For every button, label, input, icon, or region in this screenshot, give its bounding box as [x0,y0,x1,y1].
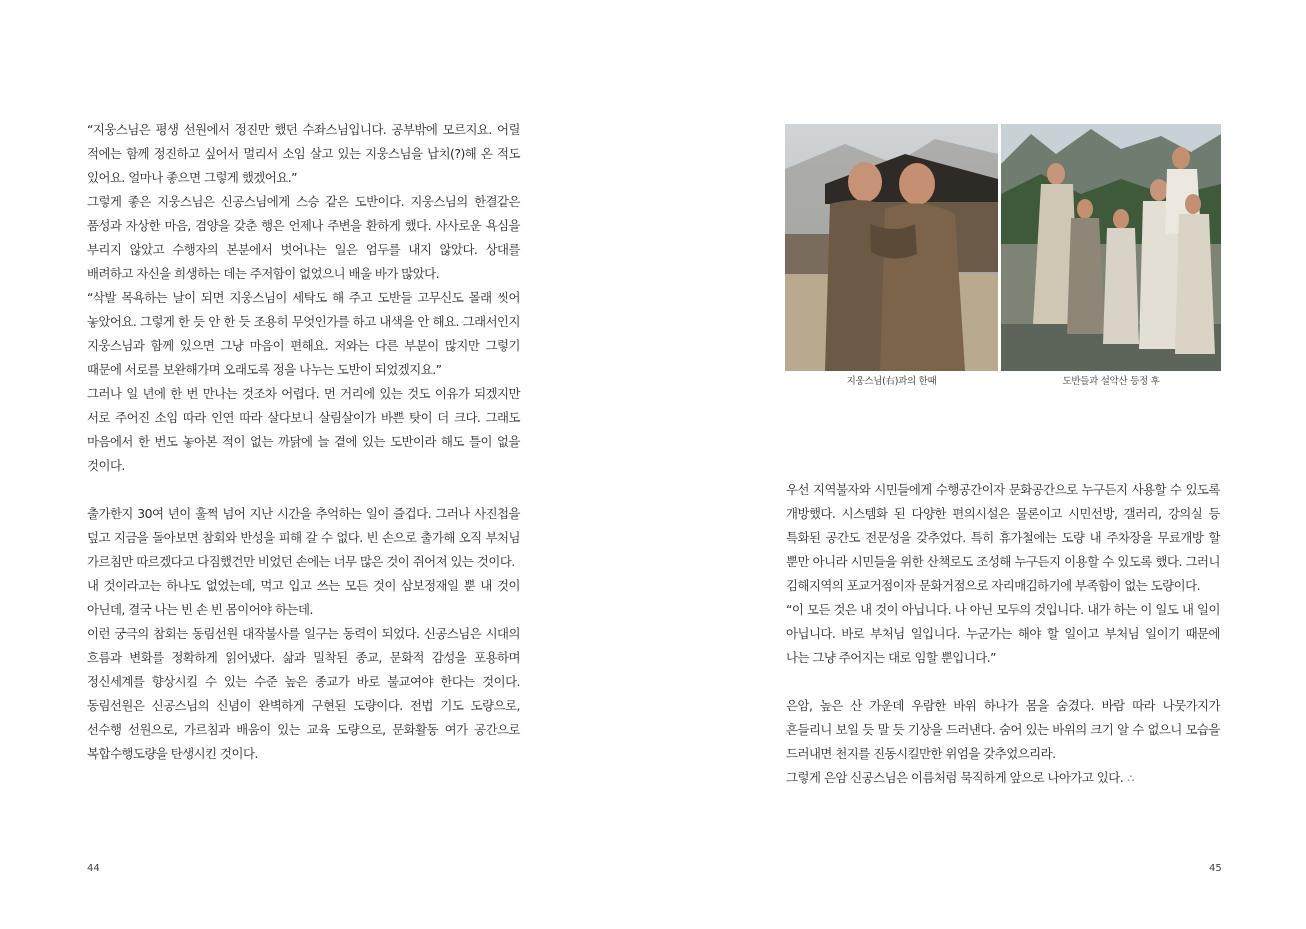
paragraph: “삭발 목욕하는 날이 되면 지웅스님이 세탁도 해 주고 도반들 고무신도 몰래 씻어 놓았어요. 그렇게 한 듯 안 한 듯 조용히 무엇인가를 하고 내색을 안 해요. 그래서인지 지웅스님과 함께 있으면 그냥 마음이 편해요. 저와는 다른 부분이 많지만 그렇기 때문에 서로를 보완해가며 오래도록 정을 나누는 도반이 되었겠지요.” [87,290,520,377]
right-text-block-1 [786,478,1220,670]
paragraph: “이 모든 것은 내 것이 아닙니다. 나 아닌 모두의 것입니다. 내가 하는 이 일도 내 일이 아닙니다. 바로 부처님 일입니다. 누군가는 해야 할 일이고 부처님 일이기 때문에 나는 그냥 주어지는 대로 임할 뿐입니다.” [786,602,1220,665]
right-page [653,0,1306,929]
photo-caption: 도반들과 설악산 등정 후 [1062,376,1160,387]
paragraph [786,766,1220,791]
paragraph: 내 것이라고는 하나도 없었는데, 먹고 입고 쓰는 모든 것이 삼보정재일 뿐 내 것이 아닌데, 결국 나는 빈 손 빈 몸이어야 하는데. [87,578,520,617]
paragraph: 이런 궁극의 참회는 동림선원 대작불사를 일구는 동력이 되었다. 신공스님은 시대의 흐름과 변화를 정확하게 읽어냈다. 삶과 밀착된 종교, 문화적 감성을 포용하며 정신세계를 향상시킬 수 있는 수준 높은 종교가 바로 불교여야 한다는 것이다. 동림선원은 신공스님의 신념이 완벽하게 구현된 도량이다. 전법 기도 도량으로, 선수행 선원으로, 가르침과 배움이 있는 교육 도량으로, 문화활동 여가 공간으로 복합수행도량을 탄생시킨 것이다. [87,626,520,761]
paragraph: 은암, 높은 산 가운데 우람한 바위 하나가 몸을 숨겼다. 바람 따라 나뭇가지가 흔들리니 보일 듯 말 듯 기상을 드러낸다. 숨어 있는 바위의 크기 알 수 없으니 모습을 드러내면 천지를 진동시킬만한 위엄을 갖추었으리라. [786,698,1220,761]
photo-caption: 지웅스님(右)과의 한때 [846,376,937,387]
paragraph-text: 그렇게 은암 신공스님은 이름처럼 묵직하게 앞으로 나아가고 있다. [786,770,1124,785]
page-number: 44 [87,863,100,874]
paragraph: 출가한지 30여 년이 훌쩍 넘어 지난 시간을 추억하는 일이 즐겁다. 그러나 사진첩을 덮고 지금을 돌아보면 참회와 반성을 피해 갈 수 없다. 빈 손으로 출가해 오직 부처님 가르침만 따르겠다고 다짐했건만 비었던 손에는 너무 많은 것이 쥐어져 있는 것이다. [87,506,520,569]
paragraph: 그러나 일 년에 한 번 만나는 것조차 어렵다. 먼 거리에 있는 것도 이유가 되겠지만 서로 주어진 소임 따라 인연 따라 살다보니 살림살이가 바쁜 탓이 더 크다. 그래도 마음에서 한 번도 놓아본 적이 없는 까닭에 늘 곁에 있는 도반이라 해도 틀이 없을 것이다. [87,386,520,473]
page-number: 45 [1209,863,1222,874]
left-text-block [87,118,520,766]
paragraph: “지웅스님은 평생 선원에서 정진만 했던 수좌스님입니다. 공부밖에 모르지요. 어릴 적에는 함께 정진하고 싶어서 멀리서 소임 살고 있는 지웅스님을 납치(?)해 온 적도 있어요. 얼마나 좋으면 그렇게 했겠어요.” [87,122,520,185]
paragraph: 그렇게 좋은 지웅스님은 신공스님에게 스승 같은 도반이다. 지웅스님의 한결같은 품성과 자상한 마음, 겸양을 갖춘 행은 언제나 주변을 환하게 했다. 사사로운 욕심을 부리지 않았고 수행자의 본분에서 벗어나는 일은 엄두를 내지 않았다. 상대를 배려하고 자신을 희생하는 데는 주저함이 없었으니 배울 바가 많았다. [87,194,520,281]
ornament-icon: ⛬ [1127,772,1134,784]
paragraph-gap [87,478,520,502]
photo-group-mountain [1001,124,1221,371]
photo-two-monks [785,124,998,371]
paragraph: 우선 지역불자와 시민들에게 수행공간이자 문화공간으로 누구든지 사용할 수 있도록 개방했다. 시스템화 된 다양한 편의시설은 물론이고 시민선방, 갤러리, 강의실 등 특화된 공간도 전문성을 갖추었다. 특히 휴가철에는 도량 내 주차장을 무료개방 할 뿐만 아니라 시민들을 위한 산책로도 조성해 누구든지 이용할 수 있도록 했다. 그러니 김해지역의 포교거점이자 문화거점으로 자리매김하기에 부족함이 없는 도량이다. [786,482,1220,593]
right-text-block-2 [786,694,1220,791]
